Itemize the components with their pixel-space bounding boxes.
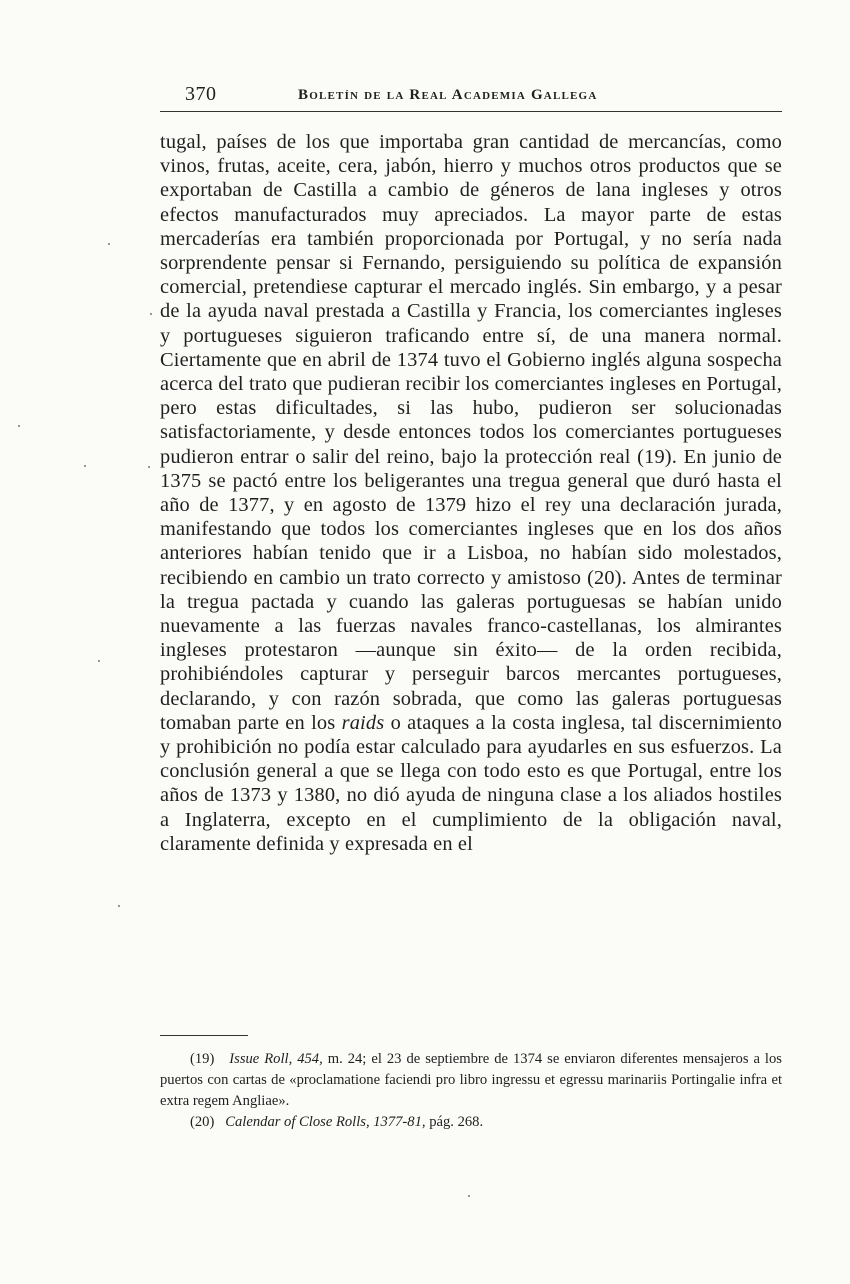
scan-speck bbox=[118, 905, 120, 907]
body-text bbox=[160, 130, 782, 856]
footnote-text: pág. 268. bbox=[429, 1114, 484, 1130]
scan-speck bbox=[98, 660, 100, 662]
footnote-20 bbox=[160, 1112, 782, 1133]
scan-speck bbox=[150, 313, 152, 315]
header-rule bbox=[160, 111, 782, 112]
scan-speck bbox=[18, 425, 20, 427]
page-header bbox=[160, 83, 782, 109]
footnote-source: Issue Roll, 454, bbox=[229, 1051, 323, 1067]
paragraph-text-part-1: tugal, países de los que importaba gran cantidad de mercancías, como vinos, frutas, aceite, cera, jabón, hierro y muchos otros productos que se exportaban de Castilla a cambio de géneros de lana ingleses y otros efectos manufacturados muy apreciados. La mayor parte de estas mercaderías era también proporcionada por Portugal, y no sería nada sorprendente pensar si Fernando, persiguiendo su política de expansión comercial, pretendiese capturar el mercado inglés. Sin embargo, y a pesar de la ayuda naval prestada a Castilla y Francia, los comerciantes ingleses y portugueses siguieron traficando entre sí, de una manera normal. Ciertamente que en abril de 1374 tuvo el Gobierno inglés alguna sospecha acerca del trato que pudieran recibir los comerciantes ingleses en Portugal, pero estas dificultades, si las hubo, pudieron ser solucionadas satisfactoriamente, y desde entonces todos los comerciantes portugueses pudieron entrar o salir del reino, bajo la protección real (19). En junio de 1375 se pactó entre los beligerantes una tregua general que duró hasta el año de 1377, y en agosto de 1379 hizo el rey una declaración jurada, manifestando que todos los comerciantes ingleses que en los dos años anteriores habían tenido que ir a Lisboa, no habían sido molestados, recibiendo en cambio un trato correcto y amistoso (20). Antes de terminar la tregua pactada y cuando las galeras portuguesas se habían unido nuevamente a las fuerzas navales franco-castellanas, los almirantes ingleses protestaron —aunque sin éxito— de la orden recibida, prohibiéndoles capturar y perseguir barcos mercantes portugueses, declarando, y con razón sobrada, que como las galeras portuguesas tomaban parte en los bbox=[160, 131, 782, 734]
footnote-number: (19) bbox=[190, 1051, 215, 1067]
scan-speck bbox=[108, 243, 110, 245]
body-paragraph bbox=[160, 130, 782, 856]
paragraph-text-part-2: o ataques a la costa inglesa, tal discernimiento y prohibición no podía estar calculado para ayudarles en sus esfuerzos. La conclusión general a que se llega con todo esto es que Portugal, entre los años de 1373 y 1380, no dió ayuda de ninguna clase a los aliados hostiles a Inglaterra, excepto en el cumplimiento de la obligación naval, claramente definida y expresada en el bbox=[160, 711, 782, 855]
scan-speck bbox=[468, 1195, 470, 1197]
footnote-source: Calendar of Close Rolls, 1377-81, bbox=[225, 1114, 426, 1130]
scan-speck bbox=[148, 466, 150, 468]
footnotes bbox=[160, 1049, 782, 1133]
running-title: Boletín de la Real Academia Gallega bbox=[298, 87, 598, 103]
scan-speck bbox=[84, 465, 86, 467]
footnote-text: m. 24; el 23 de septiembre de 1374 se enviaron diferentes mensajeros a los puertos con cartas de «proclamatione faciendi pro libro ingressu et egressu marinariis Portingalie infra et extra regem Angliae». bbox=[160, 1051, 782, 1109]
footnote-number: (20) bbox=[190, 1114, 215, 1130]
footnote-19 bbox=[160, 1049, 782, 1112]
page-number: 370 bbox=[185, 83, 217, 105]
paragraph-italic-term: raids bbox=[341, 711, 385, 734]
footnote-rule bbox=[160, 1035, 248, 1036]
